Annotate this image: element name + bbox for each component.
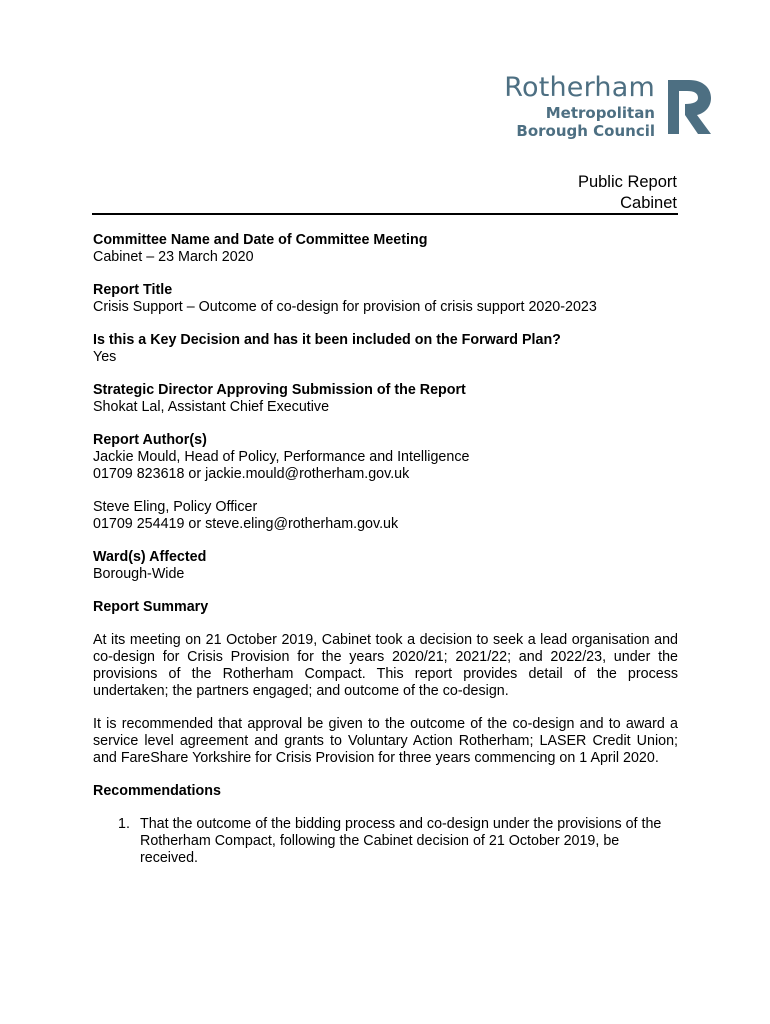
summary-label: Report Summary xyxy=(93,599,209,615)
wards-label: Ward(s) Affected xyxy=(93,549,207,565)
authors-section xyxy=(93,432,678,483)
title-value: Crisis Support – Outcome of co-design for provision of crisis support 2020-2023 xyxy=(93,299,597,315)
author-2-section xyxy=(93,499,678,533)
wards-section xyxy=(93,549,678,583)
rotherham-r-logo-icon xyxy=(665,78,713,136)
title-label: Report Title xyxy=(93,282,173,298)
logo-text xyxy=(504,72,655,140)
key-decision-section xyxy=(93,332,678,366)
summary-paragraph-2: It is recommended that approval be given to the outcome of the co-design and to award a service level agreement and grants to Voluntary Action Rotherham; LASER Credit Union; and FareShare Yorkshire for Crisis Provision for three years commencing on 1 April 2020. xyxy=(93,716,678,766)
logo-line-3: Borough Council xyxy=(516,122,655,140)
council-logo xyxy=(498,72,713,138)
author-1-contact: 01709 823618 or jackie.mould@rotherham.gov.uk xyxy=(93,466,410,482)
committee-label: Committee Name and Date of Committee Meeting xyxy=(93,232,428,248)
key-decision-value: Yes xyxy=(93,349,117,365)
recommendations-label: Recommendations xyxy=(93,783,221,799)
director-label: Strategic Director Approving Submission of the Report xyxy=(93,382,466,398)
title-section xyxy=(93,282,678,316)
logo-line-2: Metropolitan xyxy=(545,104,655,122)
key-decision-label: Is this a Key Decision and has it been included on the Forward Plan? xyxy=(93,332,561,348)
committee-value: Cabinet – 23 March 2020 xyxy=(93,249,254,265)
committee-section xyxy=(93,232,678,266)
recommendations-list xyxy=(93,816,678,867)
author-2-name: Steve Eling, Policy Officer xyxy=(93,499,258,515)
recommendation-item xyxy=(93,816,678,867)
recommendations-heading-section xyxy=(93,783,678,800)
logo-name: Rotherham xyxy=(504,72,655,103)
director-value: Shokat Lal, Assistant Chief Executive xyxy=(93,399,330,415)
header-divider xyxy=(92,213,678,215)
author-1-name: Jackie Mould, Head of Policy, Performance and Intelligence xyxy=(93,449,470,465)
author-2-contact: 01709 254419 or steve.eling@rotherham.gov.uk xyxy=(93,516,399,532)
director-section xyxy=(93,382,678,416)
summary-heading-section xyxy=(93,599,678,616)
authors-label: Report Author(s) xyxy=(93,432,207,448)
recommendation-text: That the outcome of the bidding process and co-design under the provisions of the Rotherham Compact, following the Cabinet decision of 21 October 2019, be received. xyxy=(140,816,662,866)
wards-value: Borough-Wide xyxy=(93,566,185,582)
recommendation-number: 1. xyxy=(118,816,130,832)
cabinet-label: Cabinet xyxy=(620,194,677,212)
public-report-label: Public Report xyxy=(577,173,677,191)
report-classification xyxy=(578,172,677,214)
report-body xyxy=(93,232,678,867)
summary-paragraph-1: At its meeting on 21 October 2019, Cabinet took a decision to seek a lead organisation and co-design for Crisis Provision for the years 2020/21; 2021/22; and 2022/23, under the provisions of the Rotherham Compact. This report provides detail of the process undertaken; the partners engaged; and outcome of the co-design. xyxy=(93,632,678,699)
